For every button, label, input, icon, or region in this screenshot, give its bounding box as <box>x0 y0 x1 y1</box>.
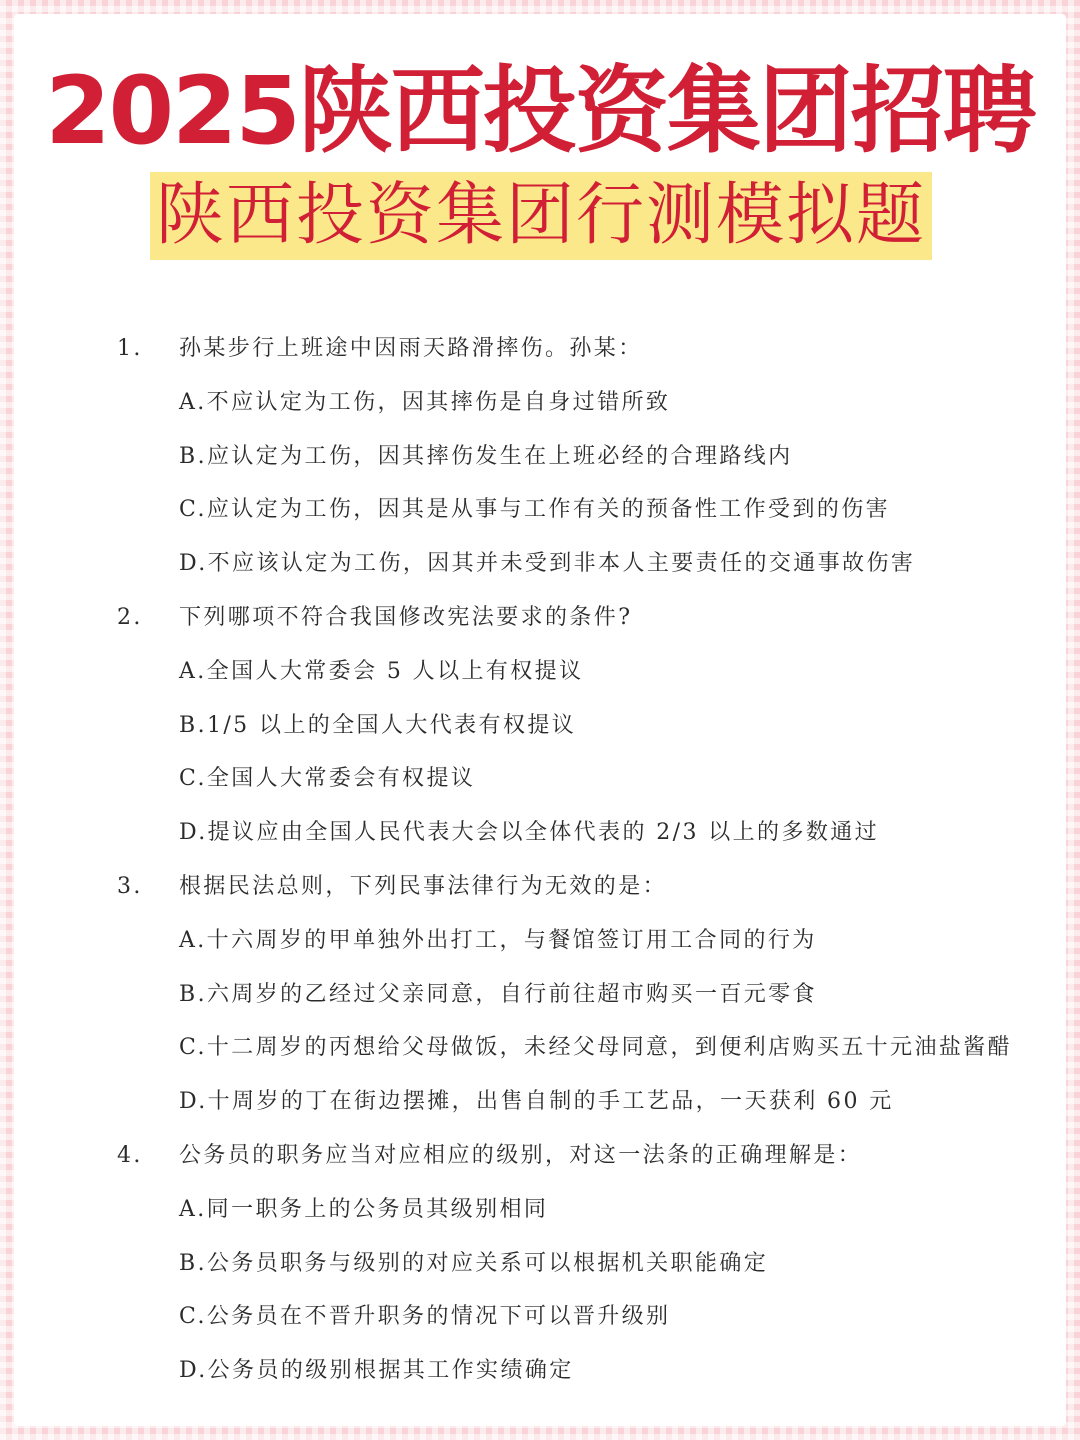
option-c <box>14 483 1066 537</box>
question-list <box>14 322 1066 1398</box>
option-b <box>14 968 1066 1022</box>
option-text: D.公务员的级别根据其工作实绩确定 <box>179 1358 574 1384</box>
page-title: 2025陕西投资集团招聘 <box>45 57 1035 166</box>
option-text: D.不应该认定为工伤，因其并未受到非本人主要责任的交通事故伤害 <box>179 551 916 577</box>
option-c <box>14 752 1066 806</box>
option-d <box>14 1344 1066 1398</box>
option-a <box>14 376 1066 430</box>
option-text: C.公务员在不晋升职务的情况下可以晋升级别 <box>179 1304 671 1330</box>
option-text: C.十二周岁的丙想给父母做饭，未经父母同意，到便利店购买五十元油盐酱醋 <box>179 1035 1013 1061</box>
option-c <box>14 1021 1066 1075</box>
option-a <box>14 1183 1066 1237</box>
option-text: A.不应认定为工伤，因其摔伤是自身过错所致 <box>179 389 671 415</box>
question-1 <box>14 322 1066 376</box>
question-number: 1. <box>117 336 143 361</box>
option-d <box>14 806 1066 860</box>
option-d <box>14 537 1066 591</box>
question-text: 根据民法总则，下列民事法律行为无效的是： <box>179 873 668 899</box>
question-text: 孙某步行上班途中因雨天路滑摔伤。孙某： <box>179 336 643 361</box>
option-b <box>14 1237 1066 1291</box>
option-text: A.同一职务上的公务员其级别相同 <box>179 1196 549 1222</box>
question-text: 下列哪项不符合我国修改宪法要求的条件? <box>179 604 633 630</box>
option-text: A.十六周岁的甲单独外出打工，与餐馆签订用工合同的行为 <box>179 927 817 953</box>
option-text: C.全国人大常委会有权提议 <box>179 766 476 792</box>
question-2 <box>14 591 1066 645</box>
page-subtitle: 陕西投资集团行测模拟题 <box>155 176 926 255</box>
option-b <box>14 430 1066 484</box>
option-text: B.六周岁的乙经过父亲同意，自行前往超市购买一百元零食 <box>179 981 817 1007</box>
question-4 <box>14 1129 1066 1183</box>
option-text: B.公务员职务与级别的对应关系可以根据机关职能确定 <box>179 1250 769 1276</box>
option-text: D.提议应由全国人民代表大会以全体代表的 2/3 以上的多数通过 <box>179 820 880 846</box>
option-text: C.应认定为工伤，因其是从事与工作有关的预备性工作受到的伤害 <box>179 497 891 523</box>
option-a <box>14 914 1066 968</box>
question-3 <box>14 860 1066 914</box>
option-text: A.全国人大常委会 5 人以上有权提议 <box>179 658 584 684</box>
option-d <box>14 1075 1066 1129</box>
question-number: 2. <box>117 604 143 630</box>
option-text: B.应认定为工伤，因其摔伤发生在上班必经的合理路线内 <box>179 443 793 469</box>
option-c <box>14 1290 1066 1344</box>
option-text: D.十周岁的丁在街边摆摊，出售自制的手工艺品，一天获利 60 元 <box>179 1089 894 1115</box>
question-text: 公务员的职务应当对应相应的级别，对这一法条的正确理解是： <box>179 1142 863 1168</box>
option-b <box>14 699 1066 753</box>
subtitle-highlight <box>150 172 932 260</box>
question-number: 4. <box>117 1142 143 1168</box>
question-number: 3. <box>117 873 143 899</box>
option-a <box>14 645 1066 699</box>
option-text: B.1/5 以上的全国人大代表有权提议 <box>179 712 577 738</box>
document-page <box>14 14 1066 1426</box>
